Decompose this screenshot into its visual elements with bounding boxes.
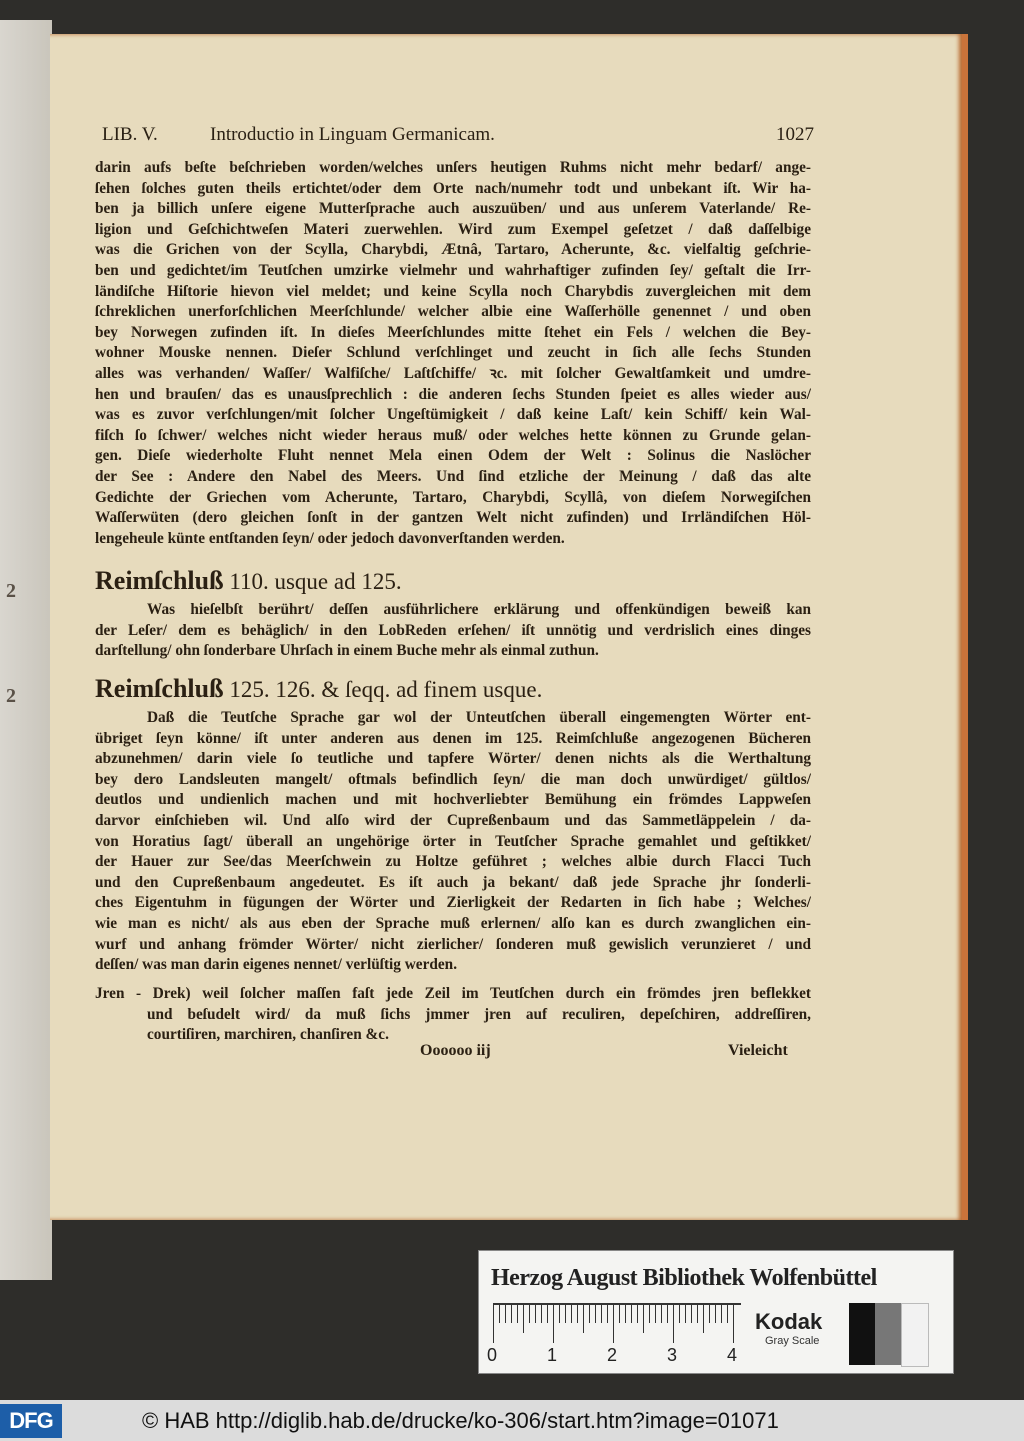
text-line: lengeheule künte entſtanden ſeyn/ oder jedoch davonverſtanden werden. <box>95 529 565 547</box>
ruler-tick <box>631 1305 632 1323</box>
paragraph-2 <box>95 600 811 662</box>
text-line: der See : Andere den Nabel des Meers. Und ſind etzliche der Meinung / daß das alte <box>95 467 811 485</box>
text-line: ſehen ſolches guten theils ertichtet/oder dem Orte nach/numehr todt und unbekant iſt. Wir ha- <box>95 179 811 197</box>
text-line: deſſen/ was man darin eigenes nennet/ verlüſtig werden. <box>95 956 458 974</box>
page-number: 1027 <box>776 124 814 145</box>
ruler-tick <box>607 1305 608 1323</box>
ruler-tick <box>613 1305 614 1343</box>
signature-mark: Oooooo iij <box>420 1042 491 1059</box>
kodak-logo: Kodak <box>755 1309 823 1334</box>
ruler-tick <box>595 1305 596 1323</box>
ruler-tick <box>649 1305 650 1323</box>
copyright-url[interactable]: © HAB http://diglib.hab.de/drucke/ko-306/start.htm?image=01071 <box>142 1408 779 1433</box>
ruler-tick <box>571 1305 572 1323</box>
text-line: alles was verhanden/ Waſſer/ Walfiſche/ Laſtſchiffe/ ꝛc. mit ſolcher Gewaltſamkeit und umdre- <box>95 364 811 382</box>
paragraph-3 <box>95 708 811 976</box>
ruler-number: 4 <box>727 1345 738 1365</box>
ruler-tick <box>589 1305 590 1323</box>
ruler-tick <box>709 1305 710 1323</box>
text-line: ben und gedichtet/im Teutſchen umzirke vielmehr und wahrhaftiger zufinden ſey/ geſtalt die Irr- <box>95 261 811 279</box>
ruler-tick <box>673 1305 674 1343</box>
ruler-tick <box>727 1305 728 1323</box>
text-line: darſtellung/ ohn ſonderbare Uhrſach in einem Buche mehr als einmal zuthun. <box>95 642 599 660</box>
text-line: darin aufs beſte beſchrieben worden/welches unſers heutigen Ruhms nicht mehr bedarf/ ange- <box>95 159 811 176</box>
ruler-tick <box>655 1305 656 1323</box>
text-line: bey Norwegen zufinden iſt. In dieſes Meerſchlundes mitte ſtehet ein Fels / welchen die Bey- <box>95 323 811 341</box>
color-target-card <box>478 1250 954 1374</box>
ruler-tick <box>697 1305 698 1323</box>
footnote <box>95 984 811 1046</box>
text-line: und beſudelt wird/ da muß ſichs jmmer jren auf reculiren, depeſchiren, addreſſiren, <box>147 1005 811 1023</box>
header-book: LIB. V. <box>102 124 158 145</box>
ruler-tick <box>679 1305 680 1323</box>
text-line: von Horatius ſagt/ überall an ungehörige örter in Teutſcher Sprache gemahlet und geſtikket/ <box>95 832 811 850</box>
ruler-tick <box>643 1305 644 1333</box>
running-header <box>102 124 814 150</box>
text-line: der Leſer/ dem es behäglich/ in den LobReden erſehen/ iſt unnötig und verdrislich eines dinges <box>95 621 811 639</box>
ruler-tick <box>703 1305 704 1333</box>
ruler-tick <box>493 1305 494 1343</box>
text-line: und den Cupreßenbaum angedeutet. Es iſt auch ja bekant/ daß jede Sprache jhr ſonderli- <box>95 873 811 891</box>
text-line: was es zuvor verſchlungen/mit ſolcher Ungeſtümigkeit / daß keine Laſt/ kein Schiff/ kein Wal- <box>95 406 811 424</box>
text-line: bey dero Landsleuten mangelt/ oftmals befindlich ſeyn/ die man doch unwürdiget/ gültlos/ <box>95 770 811 788</box>
ruler-tick <box>667 1305 668 1323</box>
text-line: gen. Dieſe wiederholte Fluht nennet Mela einen Odem der Welt : Solinus die Naslöcher <box>95 447 811 465</box>
text-line: abzunehmen/ darin viele ſo teutliche und tapfere Wörter/ denen nichts als die Werthaltung <box>95 750 811 768</box>
ruler-tick <box>715 1305 716 1323</box>
gray-swatch-mid <box>875 1303 901 1365</box>
ruler-tick <box>553 1305 554 1343</box>
text-line: übriget ſeyn könne/ iſt unter anderen aus denen im 125. Reimſchluße angezogenen Bücheren <box>95 729 811 747</box>
heading-latin: 125. 126. & ſeqq. ad finem usque. <box>229 677 543 702</box>
ruler-tick <box>625 1305 626 1323</box>
ruler-tick <box>721 1305 722 1323</box>
ruler-tick <box>523 1305 524 1333</box>
previous-page-mark: 2 <box>6 580 16 602</box>
ruler-tick <box>601 1305 602 1323</box>
ruler-number: 1 <box>547 1345 558 1365</box>
ruler-tick <box>505 1305 506 1323</box>
ruler-tick <box>619 1305 620 1323</box>
ruler-number: 0 <box>487 1345 498 1365</box>
heading-latin: 110. usque ad 125. <box>229 569 402 594</box>
text-line: courtiſiren, marchiren, chanſiren &c. <box>147 1026 389 1044</box>
ruler-number: 2 <box>607 1345 618 1365</box>
text-line: wurf und anhang frömder Wörter/ nicht zierlicher/ ſonderen muß gewislich verunzieret / und <box>95 935 811 953</box>
text-line: wohner Mouske nennen. Dieſer Schlund verſchlinget und zeucht in ſich alle ſechs Stunden <box>95 344 811 362</box>
text-line: ländiſche Hiſtorie hievon viel meldet; und keine Scylla noch Charybdis zuvergleichen mit dem <box>95 282 811 300</box>
library-name: Herzog August Bibliothek Wolfenbüttel <box>491 1265 877 1291</box>
ruler-tick <box>559 1305 560 1323</box>
text-line: ches Eigentuhm in fügungen der Wörter und Zierligkeit der Redarten in ſich habe ; Welches/ <box>95 894 811 912</box>
ruler-scale <box>493 1303 741 1345</box>
header-title: Introductio in Linguam Germanicam. <box>210 124 495 145</box>
ruler-tick <box>511 1305 512 1323</box>
text-line: Gedichte der Griechen vom Acherunte, Tartaro, Charybdi, Scyllâ, von dieſem Norwegiſchen <box>95 488 811 506</box>
text-line: Jren - Drek) weil ſolcher maſſen faſt jede Zeil im Teutſchen durch ein frömdes jren beflekket <box>95 985 811 1002</box>
text-line: hen und brauſen/ das es unausſprechlich : die anderen ſechs Stunden ſpeiet es alles wieder aus/ <box>95 385 811 403</box>
ruler-tick <box>499 1305 500 1323</box>
ruler-number: 3 <box>667 1345 678 1365</box>
text-line: Daß die Teutſche Sprache gar wol der Unteutſchen überall eingemengten Wörter ent- <box>147 709 811 726</box>
ruler-tick <box>547 1305 548 1323</box>
text-line: ſchreklichen unerforſchlichen Meerſchlunde/ welcher albie eine Waſſerhölle genennet / und oben <box>95 303 811 321</box>
section-heading-1 <box>95 566 402 596</box>
ruler-tick <box>661 1305 662 1323</box>
ruler-tick <box>733 1305 734 1343</box>
text-line: ligion und Geſchichtweſen Materi zuerwehlen. Wird zum Exempel geſetzet / daß daſſelbige <box>95 220 811 238</box>
paragraph-1 <box>95 158 811 549</box>
ruler-tick <box>565 1305 566 1323</box>
ruler-tick <box>535 1305 536 1323</box>
ruler-tick <box>583 1305 584 1333</box>
text-line: deutlos und undienlich machen und mit hochverliebter Bemühung ein frömdes Lappweſen <box>95 791 811 809</box>
ruler-tick <box>529 1305 530 1323</box>
text-line: der Hauer zur See/das Meerſchwein zu Holtze geführet ; welches albie durch Flacci Tuch <box>95 853 811 871</box>
text-line: was die Grichen von der Scylla, Charybdi, Ætnâ, Tartaro, Acherunte, &c. vielfaltig geſchrie- <box>95 241 811 259</box>
previous-page-mark: 2 <box>6 685 16 707</box>
ruler-tick <box>637 1305 638 1323</box>
catchword: Vieleicht <box>728 1042 788 1059</box>
ruler-tick <box>517 1305 518 1323</box>
heading-fraktur: Reimſchluß <box>95 674 224 703</box>
dfg-logo: DFG <box>0 1404 62 1438</box>
text-line: ben ja billich unſere eigene Mutterſprache auch auszuüben/ und aus unſerem Vaterlande/ Re- <box>95 200 811 218</box>
heading-fraktur: Reimſchluß <box>95 566 224 595</box>
text-line: darvor einſchieben wil. Und alſo wird der Cupreßenbaum und das Sammetläppelein / da- <box>95 811 811 829</box>
ruler-tick <box>577 1305 578 1323</box>
gray-swatch-white <box>901 1303 929 1367</box>
text-line: Waſſerwüten (dero gleichen ſonſt in der gantzen Welt nicht zufinden) und Irrländiſchen Höl- <box>95 509 811 527</box>
ruler-tick <box>541 1305 542 1323</box>
gray-scale-label: Gray Scale <box>765 1335 820 1347</box>
previous-page-edge <box>0 20 52 1280</box>
gray-swatch-black <box>849 1303 875 1365</box>
text-line: fiſch ſo ſchwer/ welches nicht wieder heraus muß/ oder welches hette können zu Grunde gelan- <box>95 426 811 444</box>
section-heading-2 <box>95 674 542 704</box>
ruler-tick <box>685 1305 686 1323</box>
text-line: Was hieſelbſt berührt/ deſſen ausführlichere erklärung und offenkündigen beweiß kan <box>147 601 811 618</box>
text-line: wie man es nicht/ als aus eben der Sprache muß erlernen/ alſo kan es durch zwanglichen ein- <box>95 914 811 932</box>
ruler-tick <box>691 1305 692 1323</box>
